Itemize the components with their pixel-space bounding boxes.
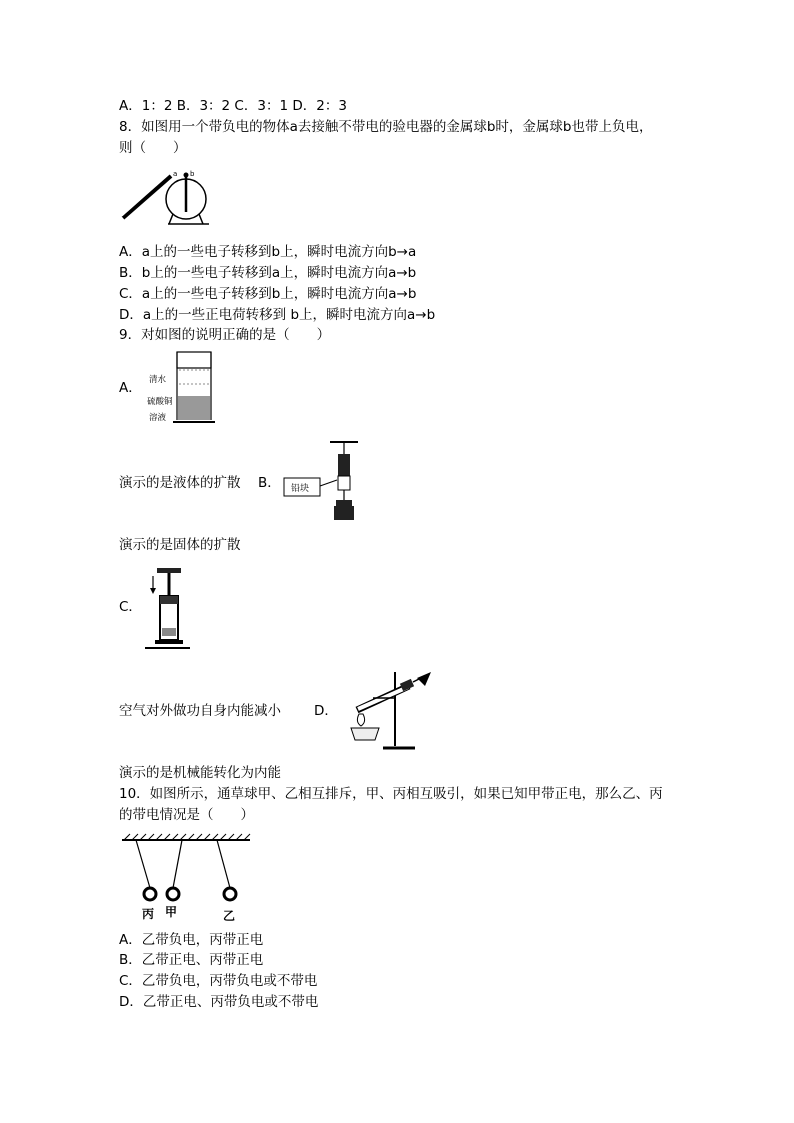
electroscope-figure — [119, 166, 219, 228]
q9-b-letter: B． — [258, 475, 281, 491]
q10-option-b: B．乙带正电、丙带正电 — [119, 952, 264, 968]
q10-option-c: C．乙带负电，丙带负电或不带电 — [119, 973, 318, 989]
q8-option-c: C．a上的一些电子转移到b上，瞬时电流方向a→b — [119, 286, 417, 302]
q9-a-letter: A． — [119, 380, 142, 396]
pith-balls-figure — [120, 832, 252, 922]
lead-blocks-figure — [282, 440, 358, 526]
label-lead: 铅块 — [291, 484, 310, 494]
label-solution: 溶液 — [149, 413, 167, 423]
q9-b-caption: 演示的是固体的扩散 — [119, 537, 241, 553]
q9-a-caption: 演示的是液体的扩散 — [119, 475, 241, 491]
q10-option-a: A．乙带负电，丙带正电 — [119, 932, 264, 948]
label-yi: 乙 — [223, 909, 236, 922]
q9-d-letter: D． — [314, 703, 338, 719]
label-b: b — [190, 170, 195, 178]
q10-option-d: D．乙带正电、丙带负电或不带电 — [119, 994, 319, 1010]
q9-c-caption: 空气对外做功自身内能减小 — [119, 703, 281, 719]
q7-options: A．1：2 B．3：2 C．3：1 D．2：3 — [119, 98, 347, 114]
q8-option-d: D．a上的一些正电荷转移到 b上，瞬时电流方向a→b — [119, 307, 436, 323]
q9-stem: 9．对如图的说明正确的是（ ） — [119, 327, 331, 343]
test-tube-heating-figure — [343, 668, 435, 752]
q8-stem-line2: 则（ ） — [119, 140, 187, 156]
air-compression-figure — [145, 562, 190, 650]
q10-stem-line2: 的带电情况是（ ） — [119, 807, 254, 823]
label-jia: 甲 — [165, 905, 178, 919]
label-bing: 丙 — [142, 907, 155, 921]
q8-option-b: B．b上的一些电子转移到a上，瞬时电流方向a→b — [119, 265, 417, 281]
label-water: 清水 — [149, 375, 167, 385]
label-copper-sulfate: 硫酸铜 — [147, 397, 173, 407]
q8-stem-line1: 8．如图用一个带负电的物体a去接触不带电的验电器的金属球b时，金属球b也带上负电， — [119, 119, 653, 135]
q10-stem-line1: 10．如图所示，通草球甲、乙相互排斥，甲、丙相互吸引，如果已知甲带正电，那么乙、丙 — [119, 786, 663, 802]
diffusion-cylinder-figure — [145, 350, 217, 428]
q8-option-a: A．a上的一些电子转移到b上，瞬时电流方向b→a — [119, 244, 417, 260]
label-a: a — [173, 170, 178, 178]
q9-d-caption: 演示的是机械能转化为内能 — [119, 765, 281, 781]
q9-c-letter: C． — [119, 599, 142, 615]
